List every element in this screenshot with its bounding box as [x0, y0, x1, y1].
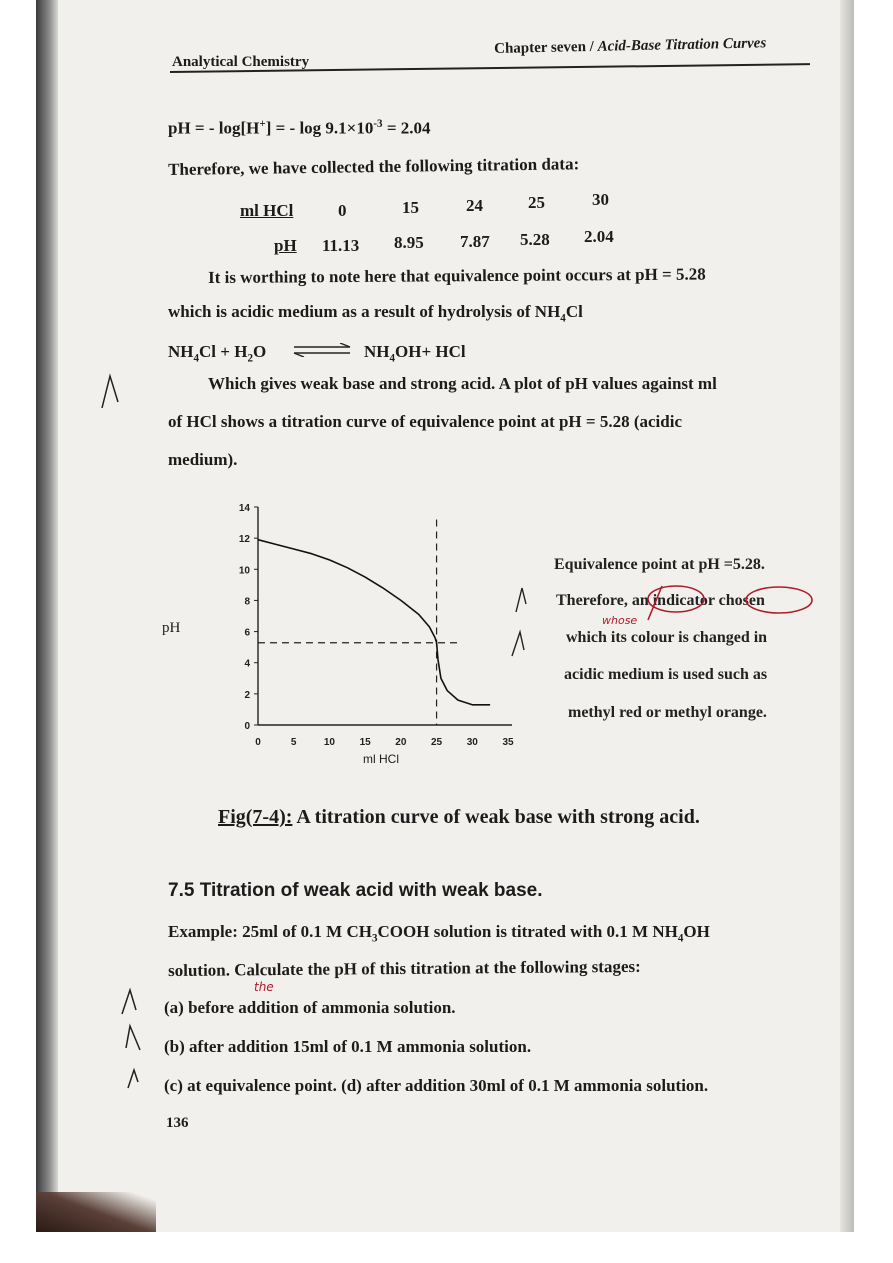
y-tick-label: 12	[238, 534, 250, 546]
figure-caption: Fig(7-4): A titration curve of weak base with strong acid.	[218, 806, 700, 828]
data-intro: Therefore, we have collected the following titration data:	[168, 154, 580, 179]
book-page	[36, 0, 854, 1232]
x-tick-label: 30	[466, 737, 478, 748]
series-line	[258, 540, 490, 705]
y-tick-label: 8	[244, 596, 250, 608]
titration-curve-chart	[226, 495, 556, 775]
example-line1: Example: 25ml of 0.1 M $CH_3COOH$ solution is titrated with 0.1 M $NH_4OH$	[168, 922, 710, 945]
page-corner-shadow	[36, 1192, 156, 1232]
table-header-ml: ml HCl	[240, 201, 294, 220]
stage-b: (b) after addition 15ml of 0.1 M ammonia solution.	[164, 1037, 532, 1056]
header-chapter: Chapter seven /	[494, 38, 595, 57]
x-tick-label: 20	[395, 737, 407, 748]
y-tick-label: 2	[244, 689, 250, 701]
table-cell: 24	[466, 196, 483, 215]
pen-correction-the: the	[254, 980, 274, 994]
header-chapter-title: Acid-Base Titration Curves	[597, 35, 767, 55]
stage-c-d: (c) at equivalence point. (d) after addition 30ml of 0.1 M ammonia solution.	[164, 1076, 709, 1095]
pen-margin-mark-top	[96, 368, 206, 418]
y-tick-label: 0	[244, 721, 250, 732]
x-tick-label: 15	[359, 737, 371, 748]
table-cell: 0	[338, 201, 347, 220]
hydrolysis-equation: $NH_4Cl + H_2O$	[168, 342, 267, 365]
table-cell: 7.87	[460, 232, 490, 251]
ph-calculation: pH = - log[H+] = - $\log 9.1\times 10^{-3} = 2.04$	[168, 118, 431, 138]
table-cell: 8.95	[394, 233, 424, 252]
x-tick-label: 5	[290, 737, 297, 748]
hydrolysis-products: $NH_4OH+$ HCl	[364, 342, 466, 365]
x-tick-label: 10	[323, 737, 335, 748]
y-tick-label: 14	[238, 503, 250, 514]
y-tick-label: 6	[244, 627, 250, 639]
annotation-line5: methyl red or methyl orange.	[568, 704, 767, 721]
annotation-line1: Equivalence point at pH =5.28.	[554, 556, 765, 573]
pen-circle-marks	[642, 580, 814, 630]
table-cell: 15	[402, 198, 419, 217]
stage-a: (a) before addition of ammonia solution.	[164, 998, 456, 1017]
page-number: 136	[166, 1115, 189, 1131]
pen-tick-marks	[508, 580, 538, 664]
table-header-ph: pH	[274, 236, 297, 255]
plot-description-line1: Which gives weak base and strong acid. A plot of pH values against ml	[208, 374, 717, 393]
pen-correction-whose: whose	[602, 614, 638, 627]
book-spine-shadow	[36, 0, 58, 1232]
table-cell: 2.04	[584, 227, 614, 246]
page-edge	[840, 0, 854, 1232]
table-cell: 11.13	[322, 236, 360, 255]
example-line2: solution. Calculate the pH of this titration at the following stages:	[168, 956, 641, 980]
section-heading: 7.5 Titration of weak acid with weak base.	[168, 880, 543, 901]
table-cell: 30	[592, 190, 609, 209]
equivalence-note-line1: It is worthing to note here that equivalence point occurs at pH = 5.28	[208, 264, 706, 287]
annotation-line4: acidic medium is used such as	[564, 666, 768, 683]
equivalence-note-line2: which is acidic medium as a result of hydrolysis of $NH_4Cl$	[168, 302, 583, 325]
equilibrium-arrow-icon	[292, 343, 356, 357]
annotation-line2: Therefore, an indicator chosen	[556, 592, 765, 609]
plot-description-line3: medium).	[168, 450, 238, 469]
pen-margin-ticks-bottom	[116, 986, 156, 1090]
table-cell: 5.28	[520, 230, 550, 249]
y-tick-label: 4	[244, 658, 250, 670]
x-tick-label: 35	[502, 737, 514, 748]
table-cell: 25	[528, 193, 545, 212]
x-tick-label: 0	[255, 737, 261, 748]
annotation-line3: which its colour is changed in	[566, 629, 768, 646]
x-axis-label: ml HCl	[363, 752, 399, 766]
plot-description-line2: of HCl shows a titration curve of equivalence point at pH = 5.28 (acidic	[168, 412, 682, 431]
y-axis-label: pH	[162, 620, 181, 636]
x-tick-label: 25	[431, 737, 443, 748]
running-header-right	[494, 35, 766, 58]
running-header-left: Analytical Chemistry	[172, 54, 310, 70]
y-tick-label: 10	[238, 565, 250, 577]
